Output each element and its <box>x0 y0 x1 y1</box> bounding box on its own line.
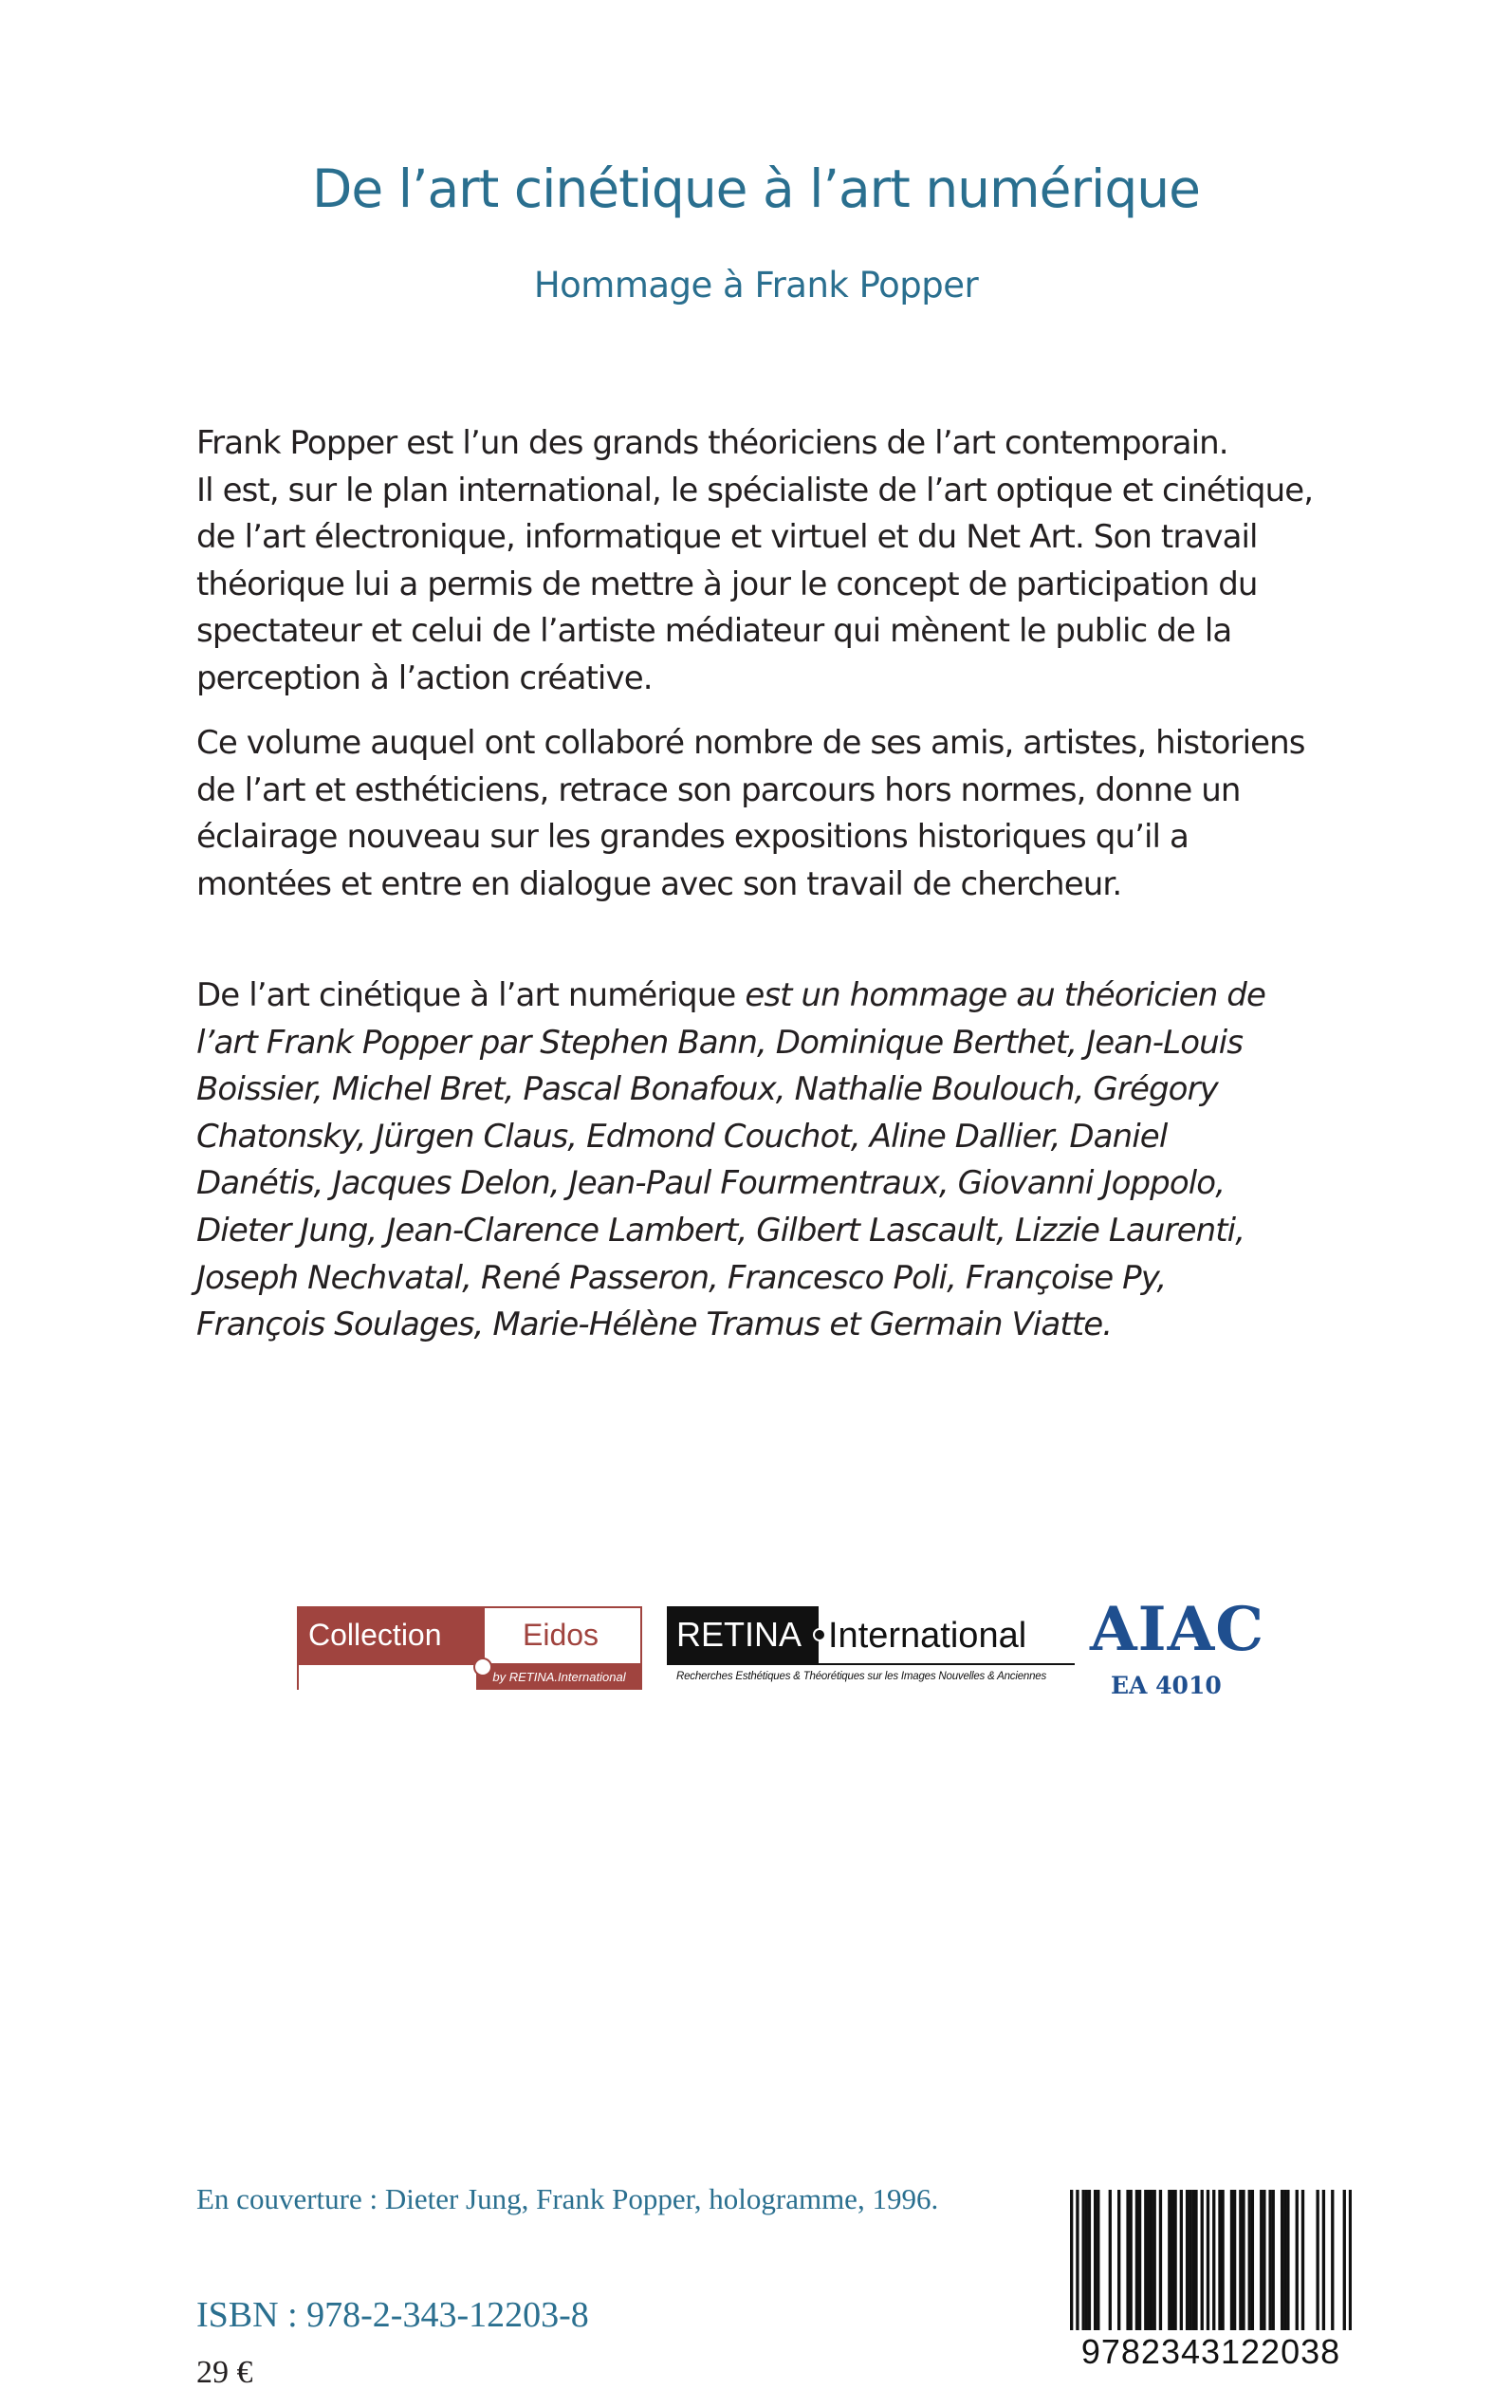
aiac-logo <box>1090 1594 1265 1699</box>
paragraph-line: éclairage nouveau sur les grandes expositions historiques qu’il a <box>196 818 1189 857</box>
barcode-bar <box>1117 2190 1120 2330</box>
barcode-bar <box>1218 2190 1221 2330</box>
barcode-bar <box>1147 2190 1150 2330</box>
aiac-name: AIAC <box>1090 1594 1265 1665</box>
barcode-bar <box>1082 2190 1085 2330</box>
description-paragraph-2 <box>196 720 1355 908</box>
book-title-reference: De l’art cinétique à l’art numérique <box>196 976 736 1014</box>
barcode-bar <box>1248 2190 1251 2330</box>
paragraph-line: de l’art électronique, informatique et virtuel et du Net Art. Son travail <box>196 518 1258 557</box>
paragraph-line: Il est, sur le plan international, le spécialiste de l’art optique et cinétique, <box>196 471 1314 509</box>
paragraph-line: Danétis, Jacques Delon, Jean-Paul Fourmentraux, Giovanni Joppolo, <box>196 1164 1226 1203</box>
barcode-bar <box>1296 2190 1299 2330</box>
barcode-bar <box>1239 2190 1242 2330</box>
barcode-bar <box>1168 2190 1171 2330</box>
collection-eidos-logo <box>297 1606 642 1692</box>
paragraph-line <box>196 972 1355 1020</box>
barcode-bars <box>1070 2190 1352 2330</box>
paragraph-line: spectateur et celui de l’artiste médiateur qui mènent le public de la <box>196 612 1232 651</box>
paragraph-line: montées et entre en dialogue avec son travail de chercheur. <box>196 864 1122 903</box>
isbn-number: ISBN : 978-2-343-12203-8 <box>196 2295 589 2335</box>
barcode-bar <box>1070 2190 1073 2330</box>
retina-divider <box>667 1663 1075 1665</box>
paragraph-line: Frank Popper est l’un des grands théoriciens de l’art contemporain. <box>196 424 1228 462</box>
barcode-bar <box>1301 2190 1304 2330</box>
eidos-collection-label: Collection <box>308 1618 442 1652</box>
barcode-bar <box>1201 2190 1204 2330</box>
barcode-bar <box>1191 2190 1194 2330</box>
eidos-by-label: by RETINA.International <box>476 1665 642 1690</box>
retina-subtitle: Recherches Esthétiques & Théorétiques sur les Images Nouvelles & Anciennes <box>676 1671 1047 1682</box>
barcode-bar <box>1153 2190 1156 2330</box>
eidos-name-label: Eidos <box>523 1618 599 1652</box>
barcode-bar <box>1207 2190 1209 2330</box>
barcode-bar <box>1194 2190 1197 2330</box>
barcode-bar <box>1230 2190 1233 2330</box>
barcode-bar <box>1159 2190 1162 2330</box>
barcode-bar <box>1085 2190 1088 2330</box>
barcode-bar <box>1286 2190 1289 2330</box>
barcode-bar <box>1088 2190 1091 2330</box>
book-subtitle: Hommage à Frank Popper <box>533 265 979 306</box>
barcode-bar <box>1189 2190 1191 2330</box>
barcode-bar <box>1150 2190 1152 2330</box>
paragraph-lead-italic: est un hommage au théoricien de <box>735 976 1265 1014</box>
barcode-bar <box>1138 2190 1141 2330</box>
book-title: De l’art cinétique à l’art numérique <box>312 158 1200 219</box>
barcode-bar <box>1331 2190 1334 2330</box>
paragraph-line: Boissier, Michel Bret, Pascal Bonafoux, Nathalie Boulouch, Grégory <box>196 1070 1218 1109</box>
barcode-bar <box>1094 2190 1097 2330</box>
barcode-bar <box>1076 2190 1079 2330</box>
paragraph-line: perception à l’action créative. <box>196 658 653 697</box>
barcode-bar <box>1349 2190 1352 2330</box>
barcode-bar <box>1130 2190 1133 2330</box>
description-paragraph-1 <box>196 420 1355 703</box>
barcode-bar <box>1097 2190 1099 2330</box>
paragraph-line: théorique lui a permis de mettre à jour le concept de participation du <box>196 565 1258 603</box>
barcode-bar <box>1180 2190 1183 2330</box>
aiac-ea-code: EA 4010 <box>1111 1672 1222 1699</box>
barcode-bar <box>1268 2190 1271 2330</box>
retina-box-label: RETINA <box>667 1606 819 1663</box>
retina-international-logo <box>667 1606 1084 1692</box>
barcode-bar <box>1233 2190 1236 2330</box>
paragraph-line: Dieter Jung, Jean-Clarence Lambert, Gilbert Lascault, Lizzie Laurenti, <box>196 1211 1245 1250</box>
eidos-dot-icon <box>473 1658 492 1676</box>
paragraph-line: l’art Frank Popper par Stephen Bann, Dominique Berthet, Jean-Louis <box>196 1023 1244 1062</box>
barcode-bar <box>1316 2190 1318 2330</box>
barcode-bar <box>1212 2190 1215 2330</box>
barcode-bar <box>1109 2190 1112 2330</box>
isbn-barcode <box>1070 2190 1352 2380</box>
barcode-bar <box>1281 2190 1283 2330</box>
barcode-bar <box>1173 2190 1176 2330</box>
paragraph-line: François Soulages, Marie-Hélène Tramus et Germain Viatte. <box>196 1306 1113 1344</box>
barcode-bar <box>1242 2190 1245 2330</box>
cover-credit: En couverture : Dieter Jung, Frank Popper, hologramme, 1996. <box>196 2182 939 2215</box>
barcode-bar <box>1186 2190 1189 2330</box>
barcode-bar <box>1322 2190 1325 2330</box>
paragraph-line: Ce volume auquel ont collaboré nombre de ses amis, artistes, historiens <box>196 724 1305 762</box>
paragraph-line: Joseph Nechvatal, René Passeron, Francesco Poli, Françoise Py, <box>196 1258 1167 1297</box>
barcode-bar <box>1221 2190 1224 2330</box>
barcode-bar <box>1144 2190 1147 2330</box>
barcode-bar <box>1272 2190 1275 2330</box>
barcode-bar <box>1171 2190 1173 2330</box>
barcode-bar <box>1263 2190 1265 2330</box>
barcode-bar <box>1260 2190 1263 2330</box>
barcode-bar <box>1135 2190 1138 2330</box>
retina-international-label: International <box>828 1616 1027 1656</box>
contributors-paragraph <box>196 972 1355 1349</box>
retina-dot-icon <box>813 1628 826 1641</box>
barcode-digits: 9782343122038 <box>1080 2332 1341 2371</box>
paragraph-line: de l’art et esthéticiens, retrace son parcours hors normes, donne un <box>196 770 1241 809</box>
barcode-bar <box>1251 2190 1254 2330</box>
barcode-bar <box>1283 2190 1286 2330</box>
price: 29 € <box>196 2355 253 2390</box>
paragraph-line: Chatonsky, Jürgen Claus, Edmond Couchot, Aline Dallier, Daniel <box>196 1117 1168 1156</box>
barcode-bar <box>1343 2190 1346 2330</box>
barcode-bar <box>1126 2190 1129 2330</box>
